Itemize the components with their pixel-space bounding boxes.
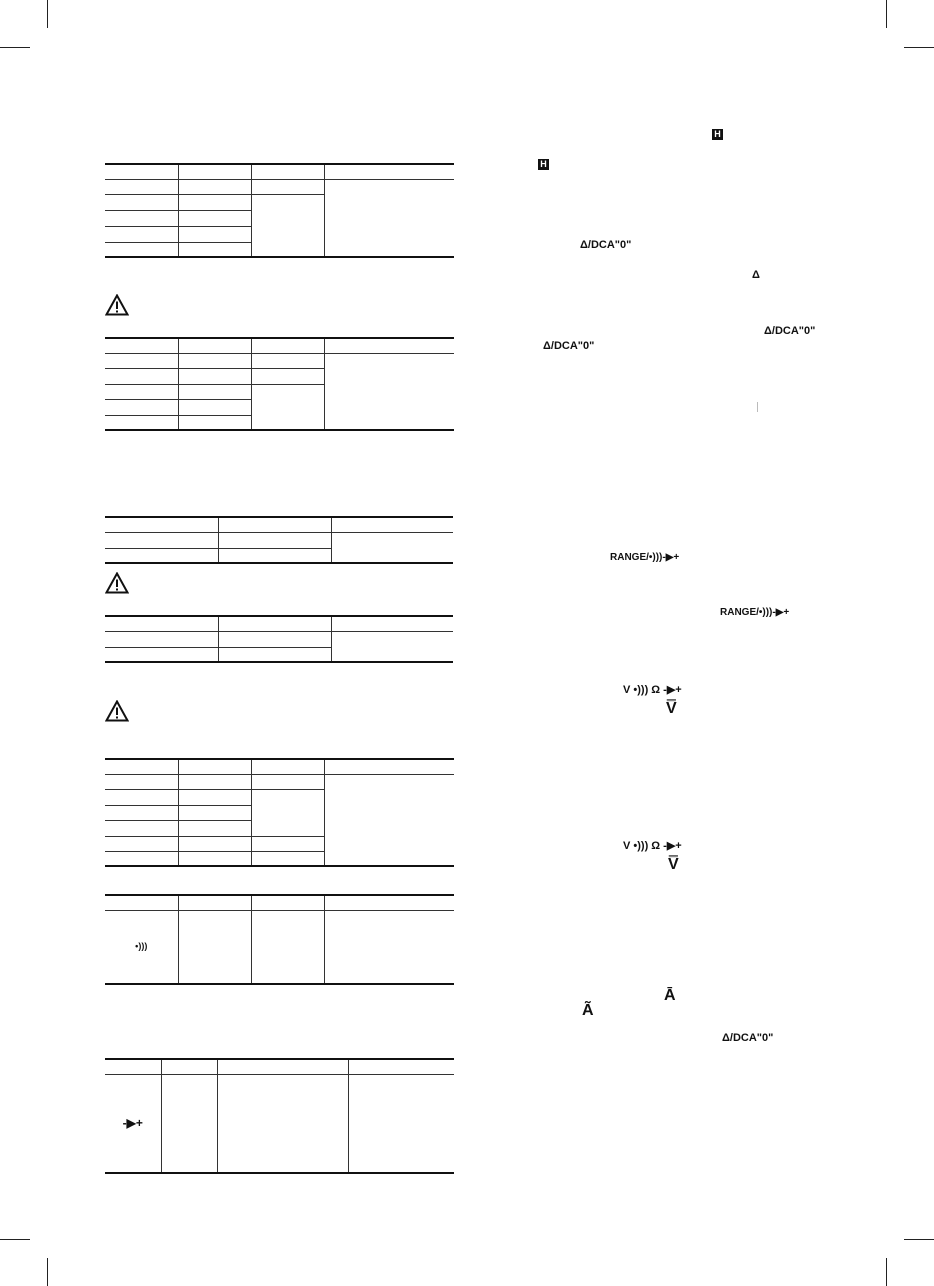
dc-volt-icon: V̿ [668,856,679,873]
crop-mark [886,0,887,28]
warning-triangle-icon [105,294,129,316]
dc-volt-icon: V̿ [666,700,677,717]
diode-icon: -▶+ [122,1115,143,1130]
crop-mark [47,0,48,28]
hold-icon: H [712,129,723,140]
crop-mark [0,1239,30,1240]
warning-triangle-icon [105,572,129,594]
spec-table-2 [105,337,454,431]
range-key: RANGE/•)))-▶+ [610,552,680,563]
continuity-table [105,894,454,985]
delta-dca-zero-key: Δ/DCA"0" [580,239,632,251]
dc-amp-icon: Ā [664,987,676,1004]
continuity-icon: •))) [135,940,148,951]
spec-table-4 [105,615,453,663]
delta-icon: Δ [752,269,760,281]
diode-table [105,1058,454,1174]
crop-mark [47,1258,48,1286]
spec-table-1 [105,163,454,258]
crop-mark [0,47,30,48]
delta-dca-zero-key: Δ/DCA"0" [722,1032,774,1044]
crop-mark [904,47,934,48]
delta-dca-zero-key: Δ/DCA"0" [764,325,816,337]
delta-dca-zero-key: Δ/DCA"0" [543,340,595,352]
function-dial-symbols: V •))) Ω -▶+ [623,840,682,852]
spec-table-5 [105,758,454,867]
range-key: RANGE/•)))-▶+ [720,607,790,618]
ac-amp-icon: Ã [582,1002,594,1019]
hold-icon: H [538,159,549,170]
warning-triangle-icon [105,700,129,722]
function-dial-symbols: V •))) Ω -▶+ [623,684,682,696]
crop-mark [904,1239,934,1240]
stray-mark [757,402,758,412]
crop-mark [886,1258,887,1286]
spec-table-3 [105,516,453,564]
